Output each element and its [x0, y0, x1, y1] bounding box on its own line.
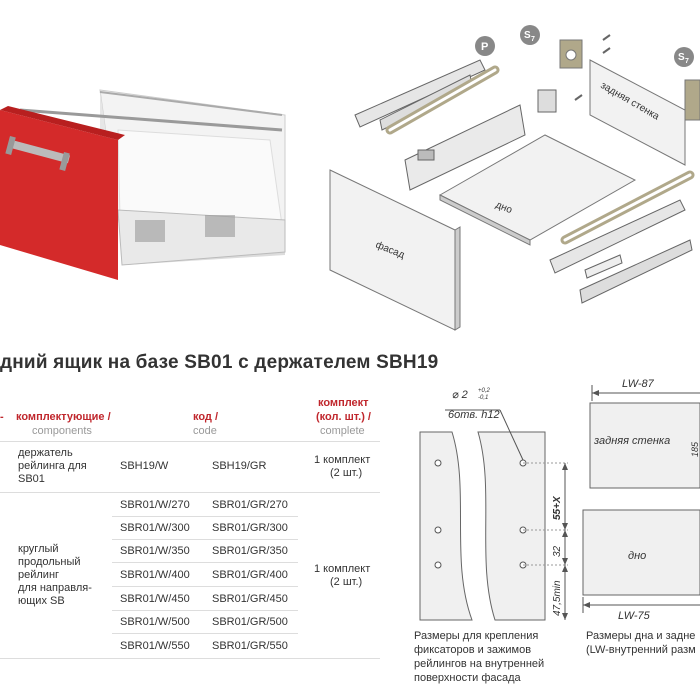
hole-tolerance-plus: +0,2 — [478, 388, 490, 394]
svg-text:S: S — [524, 30, 531, 41]
table-row-code-w: SBR01/W/270 — [120, 499, 190, 511]
facade-label: фасад — [373, 239, 406, 262]
back-wall-label: задняя стенка — [598, 80, 662, 123]
table-row-code-w: SBR01/W/300 — [120, 522, 190, 534]
lw87-label: LW-87 — [622, 378, 654, 390]
group1-name-line1: держатель — [18, 447, 73, 459]
group2-complete-line2: (2 шт.) — [330, 576, 363, 588]
header-complete-ru1: комплект — [318, 397, 369, 409]
group1-code-w: SBH19/W — [120, 460, 169, 472]
holder-bracket-left — [560, 40, 582, 68]
header-components-ru: комплектующие / — [16, 411, 111, 423]
svg-text:P: P — [481, 41, 489, 53]
header-code-en: code — [193, 425, 217, 437]
group2-name-line5: ющих SB — [18, 595, 65, 607]
table-row-code-w: SBR01/W/350 — [120, 545, 190, 557]
group2-name-line1: круглый — [18, 543, 59, 555]
page-title: дний ящик на базе SB01 с держателем SBH19 — [0, 352, 439, 373]
hole-diameter-label: ⌀ 2 — [452, 389, 468, 401]
table-row-code-gr: SBR01/GR/450 — [212, 593, 288, 605]
s7-label-badge-left — [520, 25, 540, 45]
panel-dimensions — [580, 375, 700, 625]
table-header-dash: - — [0, 411, 4, 423]
group1-code-gr: SBH19/GR — [212, 460, 267, 472]
table-row-code-gr: SBR01/GR/270 — [212, 499, 288, 511]
table-row-code-gr: SBR01/GR/300 — [212, 522, 288, 534]
facade-panel — [330, 170, 460, 330]
dim-32: 32 — [552, 545, 563, 557]
table-row-code-w: SBR01/W/550 — [120, 640, 190, 652]
group2-complete-line1: 1 комплект — [314, 563, 371, 575]
svg-text:7: 7 — [685, 58, 689, 65]
s7-label-badge-right — [674, 47, 694, 67]
group2-name-line2: продольный — [18, 556, 81, 568]
bottom-dim-label: дно — [628, 550, 647, 562]
table-row-code-w: SBR01/W/400 — [120, 569, 190, 581]
group1-complete-line1: 1 комплект — [314, 454, 371, 466]
hole-tolerance-minus: -0,1 — [478, 395, 489, 401]
p-label-badge — [475, 36, 495, 56]
table-row-code-w: SBR01/W/500 — [120, 616, 190, 628]
group2-name-line3: рейлинг — [18, 569, 60, 581]
dim-47-5: 47,5min — [552, 580, 563, 616]
panels-caption: Размеры дна и задне (LW-внутренний разм — [586, 630, 696, 656]
table-row-code-gr: SBR01/GR/550 — [212, 640, 288, 652]
header-complete-ru2: (кол. шт.) / — [316, 411, 371, 423]
table-row-code-gr: SBR01/GR/400 — [212, 569, 288, 581]
drilling-diagram — [400, 380, 585, 630]
holder-bracket-right — [685, 80, 700, 120]
dim-55x: 55+X — [552, 496, 563, 520]
group1-complete-line2: (2 шт.) — [330, 467, 363, 479]
header-complete-en: complete — [320, 425, 365, 437]
bottom-panel-label: дно — [493, 199, 514, 217]
group1-name-line2: рейлинга для — [18, 460, 87, 472]
lw75-label: LW-75 — [618, 610, 650, 622]
back-wall-dim-label: задняя стенка — [594, 435, 671, 447]
table-row-code-gr: SBR01/GR/500 — [212, 616, 288, 628]
holes-count-label: 6отв. h12 — [448, 409, 500, 421]
back-height-label: 185 — [690, 441, 700, 457]
table-row-code-w: SBR01/W/450 — [120, 593, 190, 605]
table-row-code-gr: SBR01/GR/350 — [212, 545, 288, 557]
group1-name-line3: SB01 — [18, 473, 45, 485]
group2-name-line4: для направля- — [18, 582, 92, 594]
drawer-photo — [0, 70, 300, 290]
drilling-caption: Размеры для крепления фиксаторов и зажимов рейлингов на внутренней поверхности фасада — [414, 630, 545, 684]
svg-text:7: 7 — [531, 36, 535, 43]
svg-text:S: S — [678, 52, 685, 63]
back-wall-panel — [590, 60, 685, 165]
header-code-ru: код / — [193, 411, 219, 423]
header-components-en: components — [32, 425, 92, 437]
exploded-view — [320, 15, 700, 335]
